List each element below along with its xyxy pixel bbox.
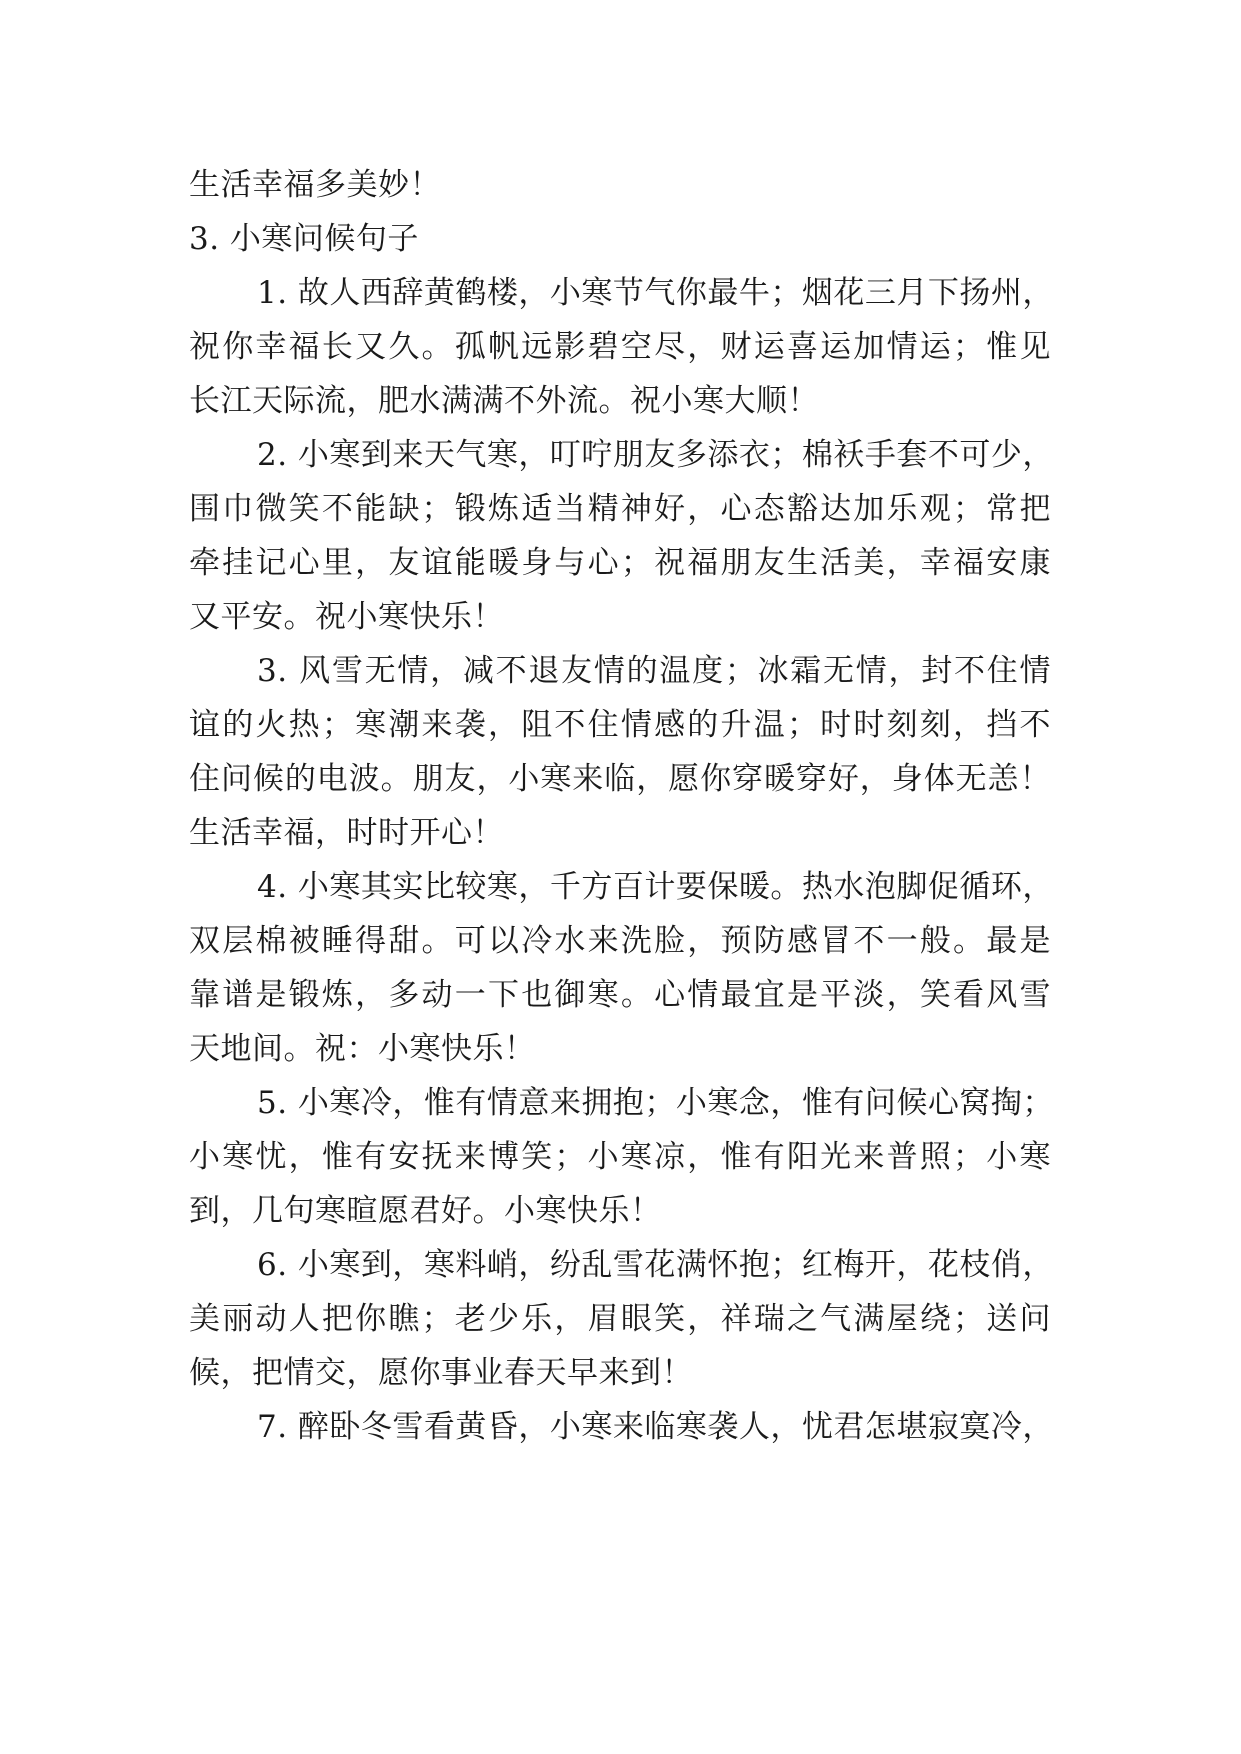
paragraph-line: 小寒忧，惟有安抚来博笑；小寒凉，惟有阳光来普照；小寒: [189, 1139, 1051, 1175]
paragraph-line: 靠谱是锻炼，多动一下也御寒。心情最宜是平淡，笑看风雪: [189, 977, 1051, 1013]
paragraph-line: 生活幸福，时时开心！: [189, 815, 504, 851]
paragraph-line: 候，把情交，愿你事业春天早来到！: [189, 1355, 693, 1391]
paragraph-line: 美丽动人把你瞧；老少乐，眉眼笑，祥瑞之气满屋绕；送问: [189, 1301, 1051, 1337]
paragraph-line: 谊的火热；寒潮来袭，阻不住情感的升温；时时刻刻，挡不: [189, 707, 1051, 743]
section-heading: 3. 小寒问候句子: [189, 221, 419, 257]
paragraph-line: 5. 小寒冷，惟有情意来拥抱；小寒念，惟有问候心窝掏；: [257, 1085, 1054, 1121]
paragraph-line: 牵挂记心里，友谊能暖身与心；祝福朋友生活美，幸福安康: [189, 545, 1051, 581]
paragraph-line: 围巾微笑不能缺；锻炼适当精神好，心态豁达加乐观；常把: [189, 491, 1051, 527]
paragraph-line: 天地间。祝：小寒快乐！: [189, 1031, 536, 1067]
paragraph-line: 又平安。祝小寒快乐！: [189, 599, 504, 635]
paragraph-line: 6. 小寒到，寒料峭，纷乱雪花满怀抱；红梅开，花枝俏，: [257, 1247, 1054, 1283]
paragraph-line: 7. 醉卧冬雪看黄昏，小寒来临寒袭人，忧君怎堪寂寞冷，: [257, 1409, 1054, 1445]
paragraph-line: 长江天际流，肥水满满不外流。祝小寒大顺！: [189, 383, 819, 419]
paragraph-line: 3. 风雪无情，减不退友情的温度；冰霜无情，封不住情: [257, 653, 1051, 689]
continuation-line: 生活幸福多美妙！: [189, 167, 441, 203]
paragraph-line: 4. 小寒其实比较寒，千方百计要保暖。热水泡脚促循环，: [257, 869, 1054, 905]
paragraph-line: 祝你幸福长又久。孤帆远影碧空尽，财运喜运加情运；惟见: [189, 329, 1051, 365]
paragraph-line: 住问候的电波。朋友，小寒来临，愿你穿暖穿好，身体无恙！: [189, 761, 1051, 797]
paragraph-line: 2. 小寒到来天气寒，叮咛朋友多添衣；棉袄手套不可少，: [257, 437, 1054, 473]
paragraph-line: 1. 故人西辞黄鹤楼，小寒节气你最牛；烟花三月下扬州，: [257, 275, 1054, 311]
paragraph-line: 双层棉被睡得甜。可以冷水来洗脸，预防感冒不一般。最是: [189, 923, 1051, 959]
paragraph-line: 到，几句寒暄愿君好。小寒快乐！: [189, 1193, 662, 1229]
